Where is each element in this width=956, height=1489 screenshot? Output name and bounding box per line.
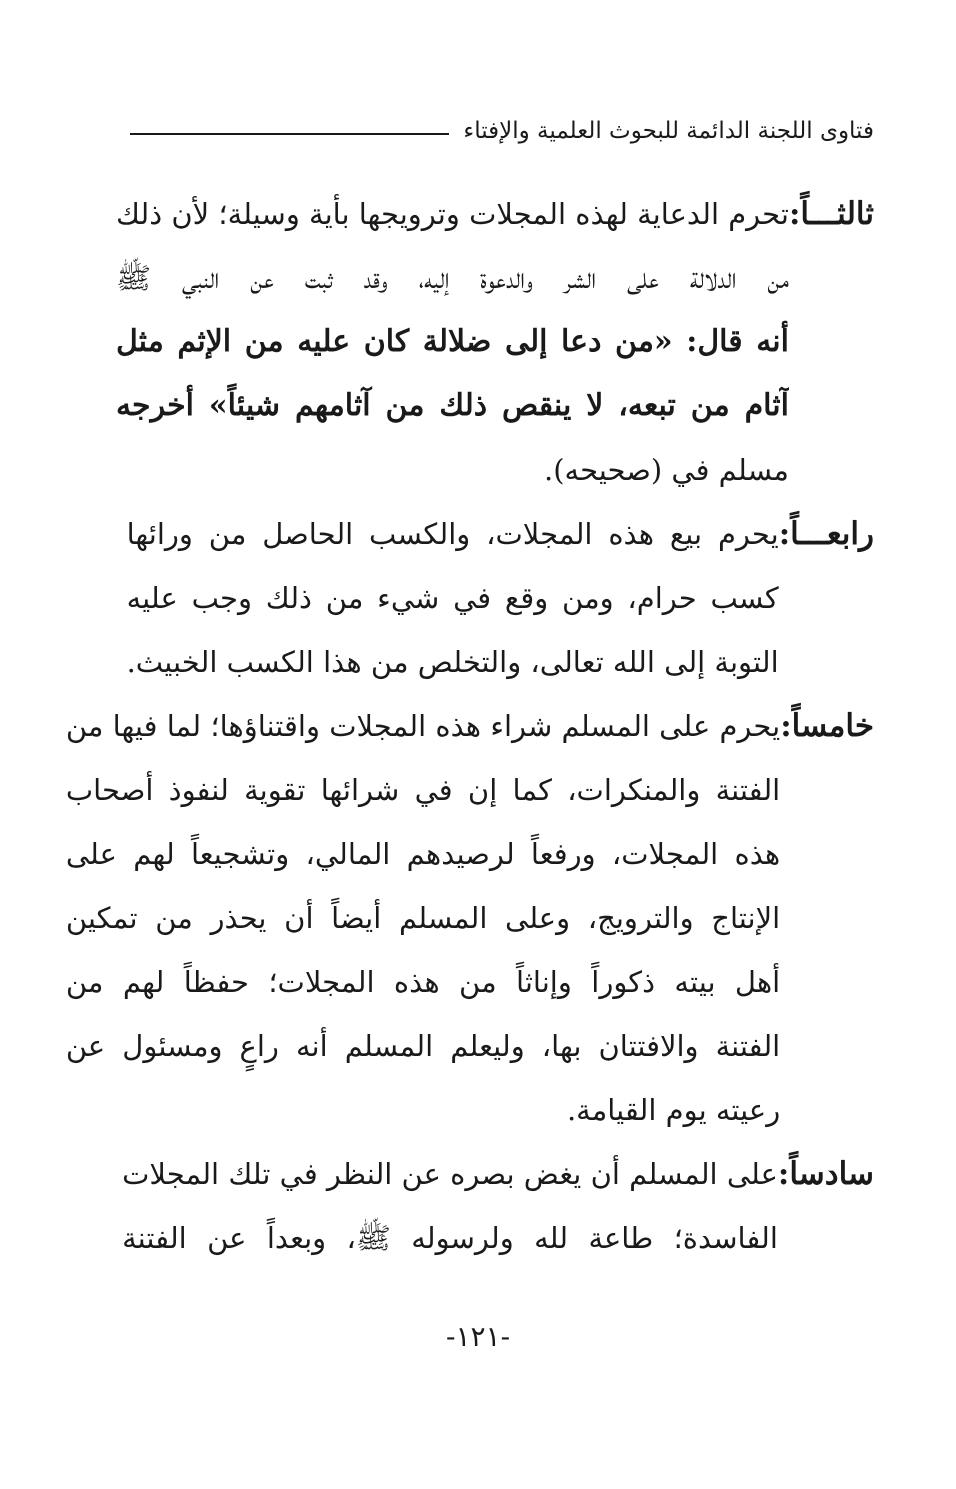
clause-fourth <box>126 502 874 694</box>
page-number: -١٢١- <box>445 1320 511 1353</box>
clause-body <box>66 694 780 1142</box>
header-rule <box>130 133 449 135</box>
clause-sixth <box>122 1142 874 1270</box>
clause-label: خامساً: <box>780 708 874 744</box>
clause-label: رابعـــاً: <box>778 516 874 552</box>
text-line: يحرم بيع هذه المجلات، والكسب الحاصل من ورائها <box>126 517 779 551</box>
hadith-line: آثام من تبعه، لا ينقص ذلك من آثامهم شيئاً» أخرجه <box>115 388 789 423</box>
clause-label: سادساً: <box>777 1156 874 1192</box>
hadith-line: أنه قال: «من دعا إلى ضلالة كان عليه من الإثم مثل <box>115 324 789 359</box>
text-line: تحرم الدعاية لهذه المجلات وترويجها بأية وسيلة؛ لأن ذلك <box>115 197 789 231</box>
text-line: مسلم في (صحيحه). <box>543 453 789 487</box>
text-line: الفاسدة؛ طاعة لله ولرسوله ﷺ، وبعداً عن الفتنة <box>122 1221 778 1255</box>
text-line: الفتنة والافتتان بها، وليعلم المسلم أنه راعٍ ومسئول عن <box>65 1029 781 1063</box>
text-line: يحرم على المسلم شراء هذه المجلات واقتناؤها؛ لما فيها من <box>65 709 781 743</box>
clause-label: ثالثـــاً: <box>788 196 874 232</box>
text-line: التوبة إلى الله تعالى، والتخلص من هذا الكسب الخبيث. <box>126 645 779 679</box>
text-line: الإنتاج والترويج، وعلى المسلم أيضاً أن يحذر من تمكين <box>65 901 781 935</box>
text-line: هذه المجلات، ورفعاً لرصيدهم المالي، وتشجيعاً لهم على <box>65 837 781 871</box>
clause-body <box>116 182 789 502</box>
text-line: من الدلالة على الشر والدعوة إليه، وقد ثبت عن النبي ﷺ <box>115 261 789 295</box>
running-header <box>130 118 874 144</box>
clause-body <box>122 1142 778 1270</box>
text-line: رعيته يوم القيامة. <box>566 1093 781 1127</box>
clause-body <box>127 502 779 694</box>
header-title: فتاوى اللجنة الدائمة للبحوث العلمية والإفتاء <box>463 118 874 144</box>
clause-third <box>115 182 874 502</box>
clause-fifth <box>65 694 874 1142</box>
text-line: كسب حرام، ومن وقع في شيء من ذلك وجب عليه <box>126 581 779 615</box>
text-line: الفتنة والمنكرات، كما إن في شرائها تقوية لنفوذ أصحاب <box>65 773 781 807</box>
text-line: أهل بيته ذكوراً وإناثاً من هذه المجلات؛ حفظاً لهم من <box>65 965 781 999</box>
text-line: على المسلم أن يغض بصره عن النظر في تلك المجلات <box>122 1157 778 1191</box>
